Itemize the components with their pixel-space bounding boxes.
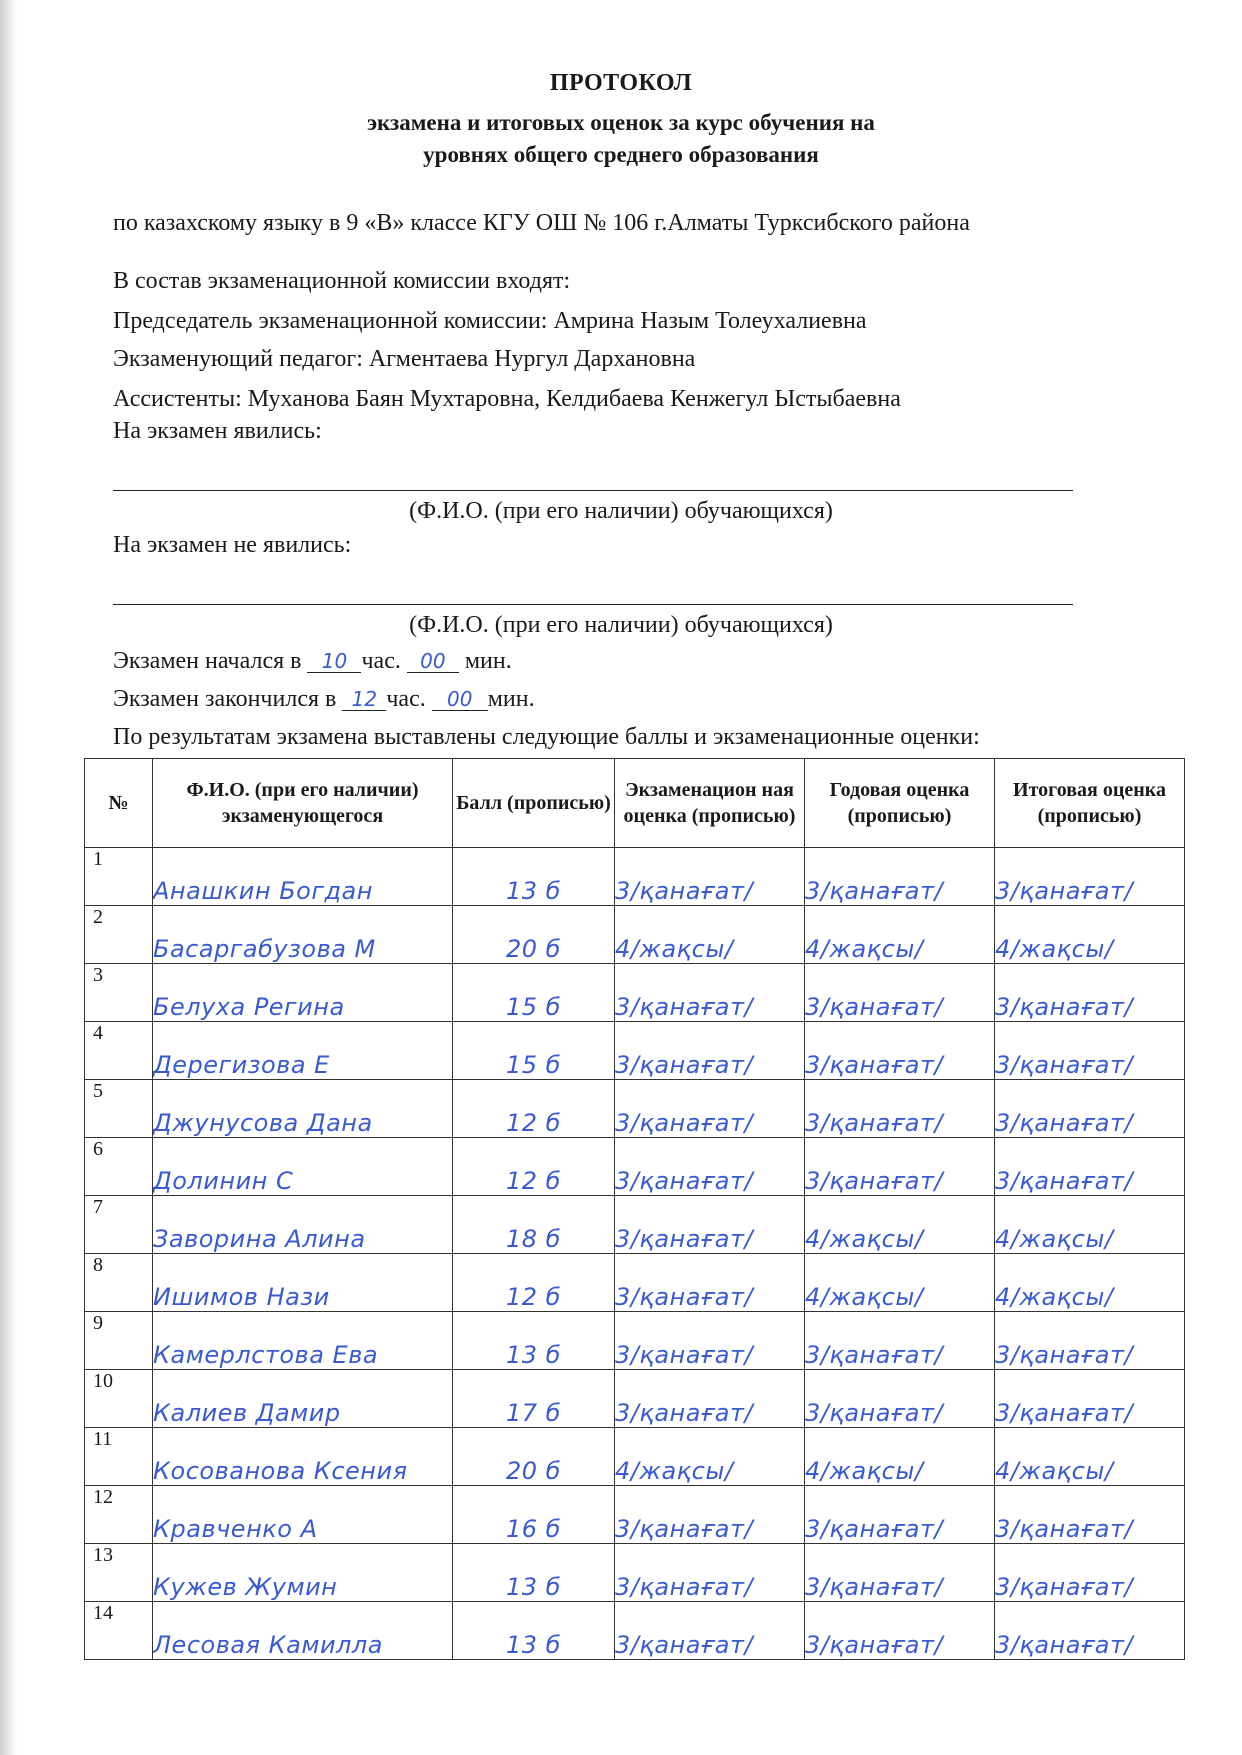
annual-grade-cell: 3/қанағат/ [805, 848, 995, 906]
document-title: ПРОТОКОЛ [549, 70, 693, 96]
exam-grade-cell: 3/қанағат/ [615, 1080, 805, 1138]
subject-line: по казахскому языку в 9 «В» классе КГУ ОШ № 106 г.Алматы Турксибского района [113, 210, 970, 236]
annual-grade-cell: 3/қанағат/ [805, 1080, 995, 1138]
table-body [85, 848, 1185, 1660]
student-name: Анашкин Богдан [153, 848, 453, 906]
exam-end-hour: 12 [342, 688, 386, 711]
student-name: Кравченко А [153, 1486, 453, 1544]
final-grade-cell: 3/қанағат/ [995, 1022, 1185, 1080]
final-grade-cell: 3/қанағат/ [995, 1486, 1185, 1544]
exam-end-hour-word: час. [386, 686, 426, 712]
annual-grade-cell: 3/қанағат/ [805, 964, 995, 1022]
exam-grade-cell: 3/қанағат/ [615, 1022, 805, 1080]
exam-grade-cell: 3/қанағат/ [615, 1602, 805, 1660]
row-number: 13 [85, 1544, 153, 1602]
score-cell: 12 б [453, 1254, 615, 1312]
commission-assistants: Ассистенты: Муханова Баян Мухтаровна, Келдибаева Кенжегул Ыстыбаевна [113, 386, 901, 412]
final-grade-cell: 3/қанағат/ [995, 1312, 1185, 1370]
results-intro: По результатам экзамена выставлены следующие баллы и экзаменационные оценки: [113, 724, 980, 750]
final-grade-cell: 3/қанағат/ [995, 1080, 1185, 1138]
exam-end-min-word: мин. [487, 686, 535, 712]
score-cell: 12 б [453, 1080, 615, 1138]
table-row [85, 906, 1185, 964]
absent-label: На экзамен не явились: [113, 532, 352, 558]
annual-grade-cell: 3/қанағат/ [805, 1370, 995, 1428]
final-grade-cell: 4/жақсы/ [995, 1196, 1185, 1254]
header-exam-grade: Экзаменацион ная оценка (прописью) [615, 759, 805, 848]
scan-edge-shadow [0, 0, 18, 1755]
table-row [85, 1138, 1185, 1196]
score-cell: 16 б [453, 1486, 615, 1544]
final-grade-cell: 3/қанағат/ [995, 1544, 1185, 1602]
header-score: Балл (прописью) [453, 759, 615, 848]
exam-grade-cell: 3/қанағат/ [615, 1370, 805, 1428]
student-name: Белуха Регина [153, 964, 453, 1022]
row-number: 14 [85, 1602, 153, 1660]
score-cell: 18 б [453, 1196, 615, 1254]
score-cell: 20 б [453, 906, 615, 964]
exam-grade-cell: 3/қанағат/ [615, 1544, 805, 1602]
final-grade-cell: 3/қанағат/ [995, 964, 1185, 1022]
score-cell: 17 б [453, 1370, 615, 1428]
row-number: 3 [85, 964, 153, 1022]
annual-grade-cell: 3/қанағат/ [805, 1602, 995, 1660]
final-grade-cell: 3/қанағат/ [995, 1370, 1185, 1428]
commission-intro: В состав экзаменационной комиссии входят: [113, 268, 571, 294]
absent-names-rule [113, 604, 1073, 605]
row-number: 5 [85, 1080, 153, 1138]
final-grade-cell: 4/жақсы/ [995, 906, 1185, 964]
score-cell: 15 б [453, 1022, 615, 1080]
student-name: Заворина Алина [153, 1196, 453, 1254]
row-number: 2 [85, 906, 153, 964]
table-header-row [85, 759, 1185, 848]
annual-grade-cell: 3/қанағат/ [805, 1312, 995, 1370]
row-number: 4 [85, 1022, 153, 1080]
present-label: На экзамен явились: [113, 418, 322, 444]
row-number: 7 [85, 1196, 153, 1254]
student-name: Лесовая Камилла [153, 1602, 453, 1660]
exam-grade-cell: 3/қанағат/ [615, 1196, 805, 1254]
exam-grade-cell: 3/қанағат/ [615, 964, 805, 1022]
table-row [85, 1196, 1185, 1254]
table-row [85, 964, 1185, 1022]
annual-grade-cell: 4/жақсы/ [805, 1428, 995, 1486]
student-name: Ишимов Нази [153, 1254, 453, 1312]
row-number: 1 [85, 848, 153, 906]
exam-start-min: 00 [407, 650, 459, 673]
exam-grade-cell: 3/қанағат/ [615, 1138, 805, 1196]
exam-end-min: 00 [432, 688, 488, 711]
student-name: Долинин С [153, 1138, 453, 1196]
table-row [85, 1544, 1185, 1602]
table-row [85, 1022, 1185, 1080]
table-row [85, 1602, 1185, 1660]
header-name: Ф.И.О. (при его наличии) экзаменующегося [153, 759, 453, 848]
results-table [84, 758, 1185, 1660]
table-row [85, 1254, 1185, 1312]
commission-chairman: Председатель экзаменационной комиссии: Амрина Назым Толеухалиевна [113, 308, 867, 334]
final-grade-cell: 3/қанағат/ [995, 848, 1185, 906]
row-number: 10 [85, 1370, 153, 1428]
annual-grade-cell: 3/қанағат/ [805, 1022, 995, 1080]
table-row [85, 1486, 1185, 1544]
row-number: 11 [85, 1428, 153, 1486]
final-grade-cell: 4/жақсы/ [995, 1254, 1185, 1312]
document-subtitle-line2: уровнях общего среднего образования [423, 142, 819, 167]
student-name: Джунусова Дана [153, 1080, 453, 1138]
score-cell: 20 б [453, 1428, 615, 1486]
table-row [85, 1312, 1185, 1370]
student-name: Кужев Жумин [153, 1544, 453, 1602]
final-grade-cell: 4/жақсы/ [995, 1428, 1185, 1486]
commission-examiner: Экзаменующий педагог: Агментаева Нургул Дархановна [113, 346, 696, 372]
exam-start-line [113, 648, 512, 675]
present-names-rule [113, 490, 1073, 491]
student-name: Басаргабузова М [153, 906, 453, 964]
row-number: 8 [85, 1254, 153, 1312]
exam-grade-cell: 4/жақсы/ [615, 1428, 805, 1486]
header-final-grade: Итоговая оценка (прописью) [995, 759, 1185, 848]
exam-start-min-word: мин. [464, 648, 512, 674]
annual-grade-cell: 3/қанағат/ [805, 1138, 995, 1196]
table-row [85, 1370, 1185, 1428]
header-num: № [85, 759, 153, 848]
exam-start-hour-word: час. [361, 648, 401, 674]
exam-grade-cell: 3/қанағат/ [615, 1254, 805, 1312]
exam-end-prefix: Экзамен закончился в [113, 686, 337, 712]
student-name: Косованова Ксения [153, 1428, 453, 1486]
exam-grade-cell: 3/қанағат/ [615, 848, 805, 906]
exam-start-hour: 10 [307, 650, 361, 673]
student-name: Калиев Дамир [153, 1370, 453, 1428]
present-caption: (Ф.И.О. (при его наличии) обучающихся) [409, 498, 833, 524]
student-name: Дерегизова Е [153, 1022, 453, 1080]
exam-start-prefix: Экзамен начался в [113, 648, 302, 674]
row-number: 12 [85, 1486, 153, 1544]
header-annual-grade: Годовая оценка (прописью) [805, 759, 995, 848]
table-row [85, 1428, 1185, 1486]
row-number: 6 [85, 1138, 153, 1196]
final-grade-cell: 3/қанағат/ [995, 1138, 1185, 1196]
table-row [85, 1080, 1185, 1138]
annual-grade-cell: 4/жақсы/ [805, 906, 995, 964]
score-cell: 13 б [453, 848, 615, 906]
document-subtitle-line1: экзамена и итоговых оценок за курс обучения на [367, 110, 875, 135]
score-cell: 13 б [453, 1544, 615, 1602]
exam-grade-cell: 3/қанағат/ [615, 1312, 805, 1370]
score-cell: 13 б [453, 1312, 615, 1370]
exam-grade-cell: 4/жақсы/ [615, 906, 805, 964]
annual-grade-cell: 3/қанағат/ [805, 1486, 995, 1544]
score-cell: 15 б [453, 964, 615, 1022]
table-row [85, 848, 1185, 906]
annual-grade-cell: 4/жақсы/ [805, 1196, 995, 1254]
exam-end-line [113, 686, 535, 713]
annual-grade-cell: 3/қанағат/ [805, 1544, 995, 1602]
annual-grade-cell: 4/жақсы/ [805, 1254, 995, 1312]
final-grade-cell: 3/қанағат/ [995, 1602, 1185, 1660]
row-number: 9 [85, 1312, 153, 1370]
exam-grade-cell: 3/қанағат/ [615, 1486, 805, 1544]
score-cell: 12 б [453, 1138, 615, 1196]
absent-caption: (Ф.И.О. (при его наличии) обучающихся) [409, 612, 833, 638]
student-name: Камерлстова Ева [153, 1312, 453, 1370]
score-cell: 13 б [453, 1602, 615, 1660]
